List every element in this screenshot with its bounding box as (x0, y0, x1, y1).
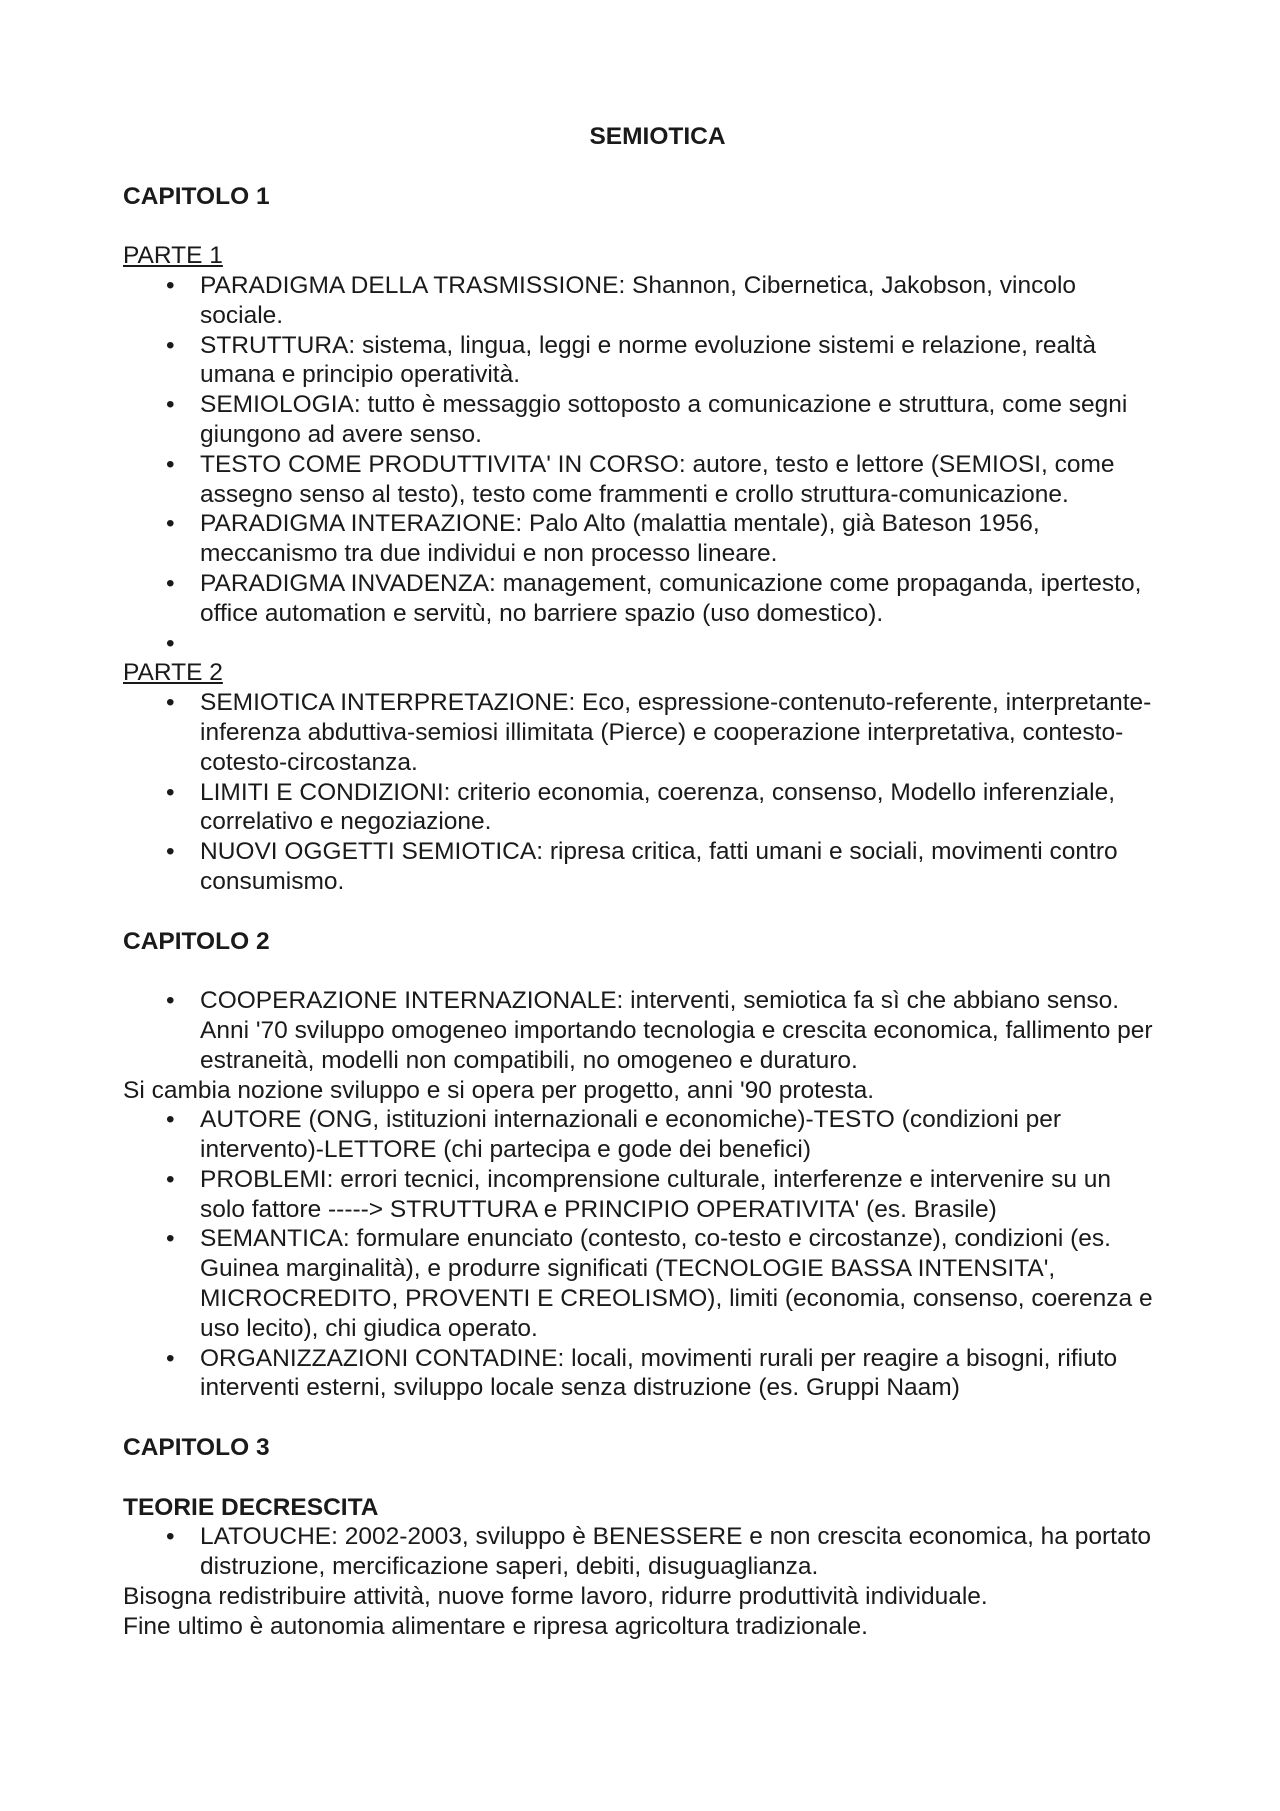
list-item: • SEMIOTICA INTERPRETAZIONE: Eco, espressione-contenuto-referente, interpretante-inferenza abduttiva-semiosi illimitata (Pierce) e cooperazione interpretativa, contesto-cotesto-circostanza. (123, 688, 1160, 777)
chapter-3-paragraph: Fine ultimo è autonomia alimentare e ripresa agricoltura tradizionale. (123, 1612, 868, 1640)
list-item: • AUTORE (ONG, istituzioni internazionali e economiche)-TESTO (condizioni per intervento)-LETTORE (chi partecipa e gode dei benefici) (123, 1105, 1160, 1165)
spacer (123, 1403, 1160, 1433)
part-2-list (123, 688, 1160, 897)
list-item: • STRUTTURA: sistema, lingua, leggi e norme evoluzione sistemi e relazione, realtà umana e principio operatività. (123, 331, 1160, 391)
empty-list-item (123, 629, 1160, 659)
chapter-3-heading: CAPITOLO 3 (123, 1434, 270, 1462)
document-title: SEMIOTICA (589, 123, 726, 150)
list-item: • SEMANTICA: formulare enunciato (contesto, co-testo e circostanze), condizioni (es. Guinea marginalità), e produrre significati (TECNOLOGIE BASSA INTENSITA', MICROCREDITO, PROVENTI E CREOLISMO), limiti (economia, consenso, coerenza e uso lecito), chi giudica operato. (123, 1224, 1160, 1343)
list-item: • PARADIGMA INTERAZIONE: Palo Alto (malattia mentale), già Bateson 1956, meccanismo tra due individui e non processo lineare. (123, 509, 1160, 569)
list-item: • TESTO COME PRODUTTIVITA' IN CORSO: autore, testo e lettore (SEMIOSI, come assegno senso al testo), testo come frammenti e crollo struttura-comunicazione. (123, 450, 1160, 510)
chapter-3-subheading: TEORIE DECRESCITA (123, 1493, 379, 1521)
part-2-heading: PARTE 2 (123, 659, 223, 687)
list-item: • LIMITI E CONDIZIONI: criterio economia, coerenza, consenso, Modello inferenziale, correlativo e negoziazione. (123, 778, 1160, 838)
list-item: • ORGANIZZAZIONI CONTADINE: locali, movimenti rurali per reagire a bisogni, rifiuto interventi esterni, sviluppo locale senza distruzione (es. Gruppi Naam) (123, 1344, 1160, 1404)
spacer (123, 897, 1160, 927)
list-item: • PROBLEMI: errori tecnici, incomprensione culturale, interferenze e intervenire su un solo fattore -----> STRUTTURA e PRINCIPIO OPERATIVITA' (es. Brasile) (123, 1165, 1160, 1225)
part-1-list (123, 271, 1160, 658)
spacer (123, 956, 1160, 986)
spacer (123, 1463, 1160, 1493)
list-item: • COOPERAZIONE INTERNAZIONALE: interventi, semiotica fa sì che abbiano senso. Anni '70 sviluppo omogeneo importando tecnologia e crescita economica, fallimento per estraneità, modelli non compatibili, no omogeneo e duraturo. (123, 986, 1160, 1075)
chapter-2-list-a (123, 986, 1160, 1075)
chapter-1-heading: CAPITOLO 1 (123, 182, 270, 210)
chapter-3-paragraph: Bisogna redistribuire attività, nuove forme lavoro, ridurre produttività individuale. (123, 1583, 988, 1611)
chapter-2-heading: CAPITOLO 2 (123, 927, 270, 955)
part-1-heading: PARTE 1 (123, 242, 223, 270)
chapter-2-list-b (123, 1105, 1160, 1403)
chapter-3-list (123, 1522, 1160, 1582)
spacer (123, 211, 1160, 241)
list-item: • SEMIOLOGIA: tutto è messaggio sottoposto a comunicazione e struttura, come segni giungono ad avere senso. (123, 390, 1160, 450)
list-item: • PARADIGMA INVADENZA: management, comunicazione come propaganda, ipertesto, office automation e servitù, no barriere spazio (uso domestico). (123, 569, 1160, 629)
list-item: • LATOUCHE: 2002-2003, sviluppo è BENESSERE e non crescita economica, ha portato distruzione, mercificazione saperi, debiti, disuguaglianza. (123, 1522, 1160, 1582)
list-item: • NUOVI OGGETTI SEMIOTICA: ripresa critica, fatti umani e sociali, movimenti contro consumismo. (123, 837, 1160, 897)
chapter-2-paragraph: Si cambia nozione sviluppo e si opera per progetto, anni '90 protesta. (123, 1076, 875, 1104)
list-item: • PARADIGMA DELLA TRASMISSIONE: Shannon, Cibernetica, Jakobson, vincolo sociale. (123, 271, 1160, 331)
